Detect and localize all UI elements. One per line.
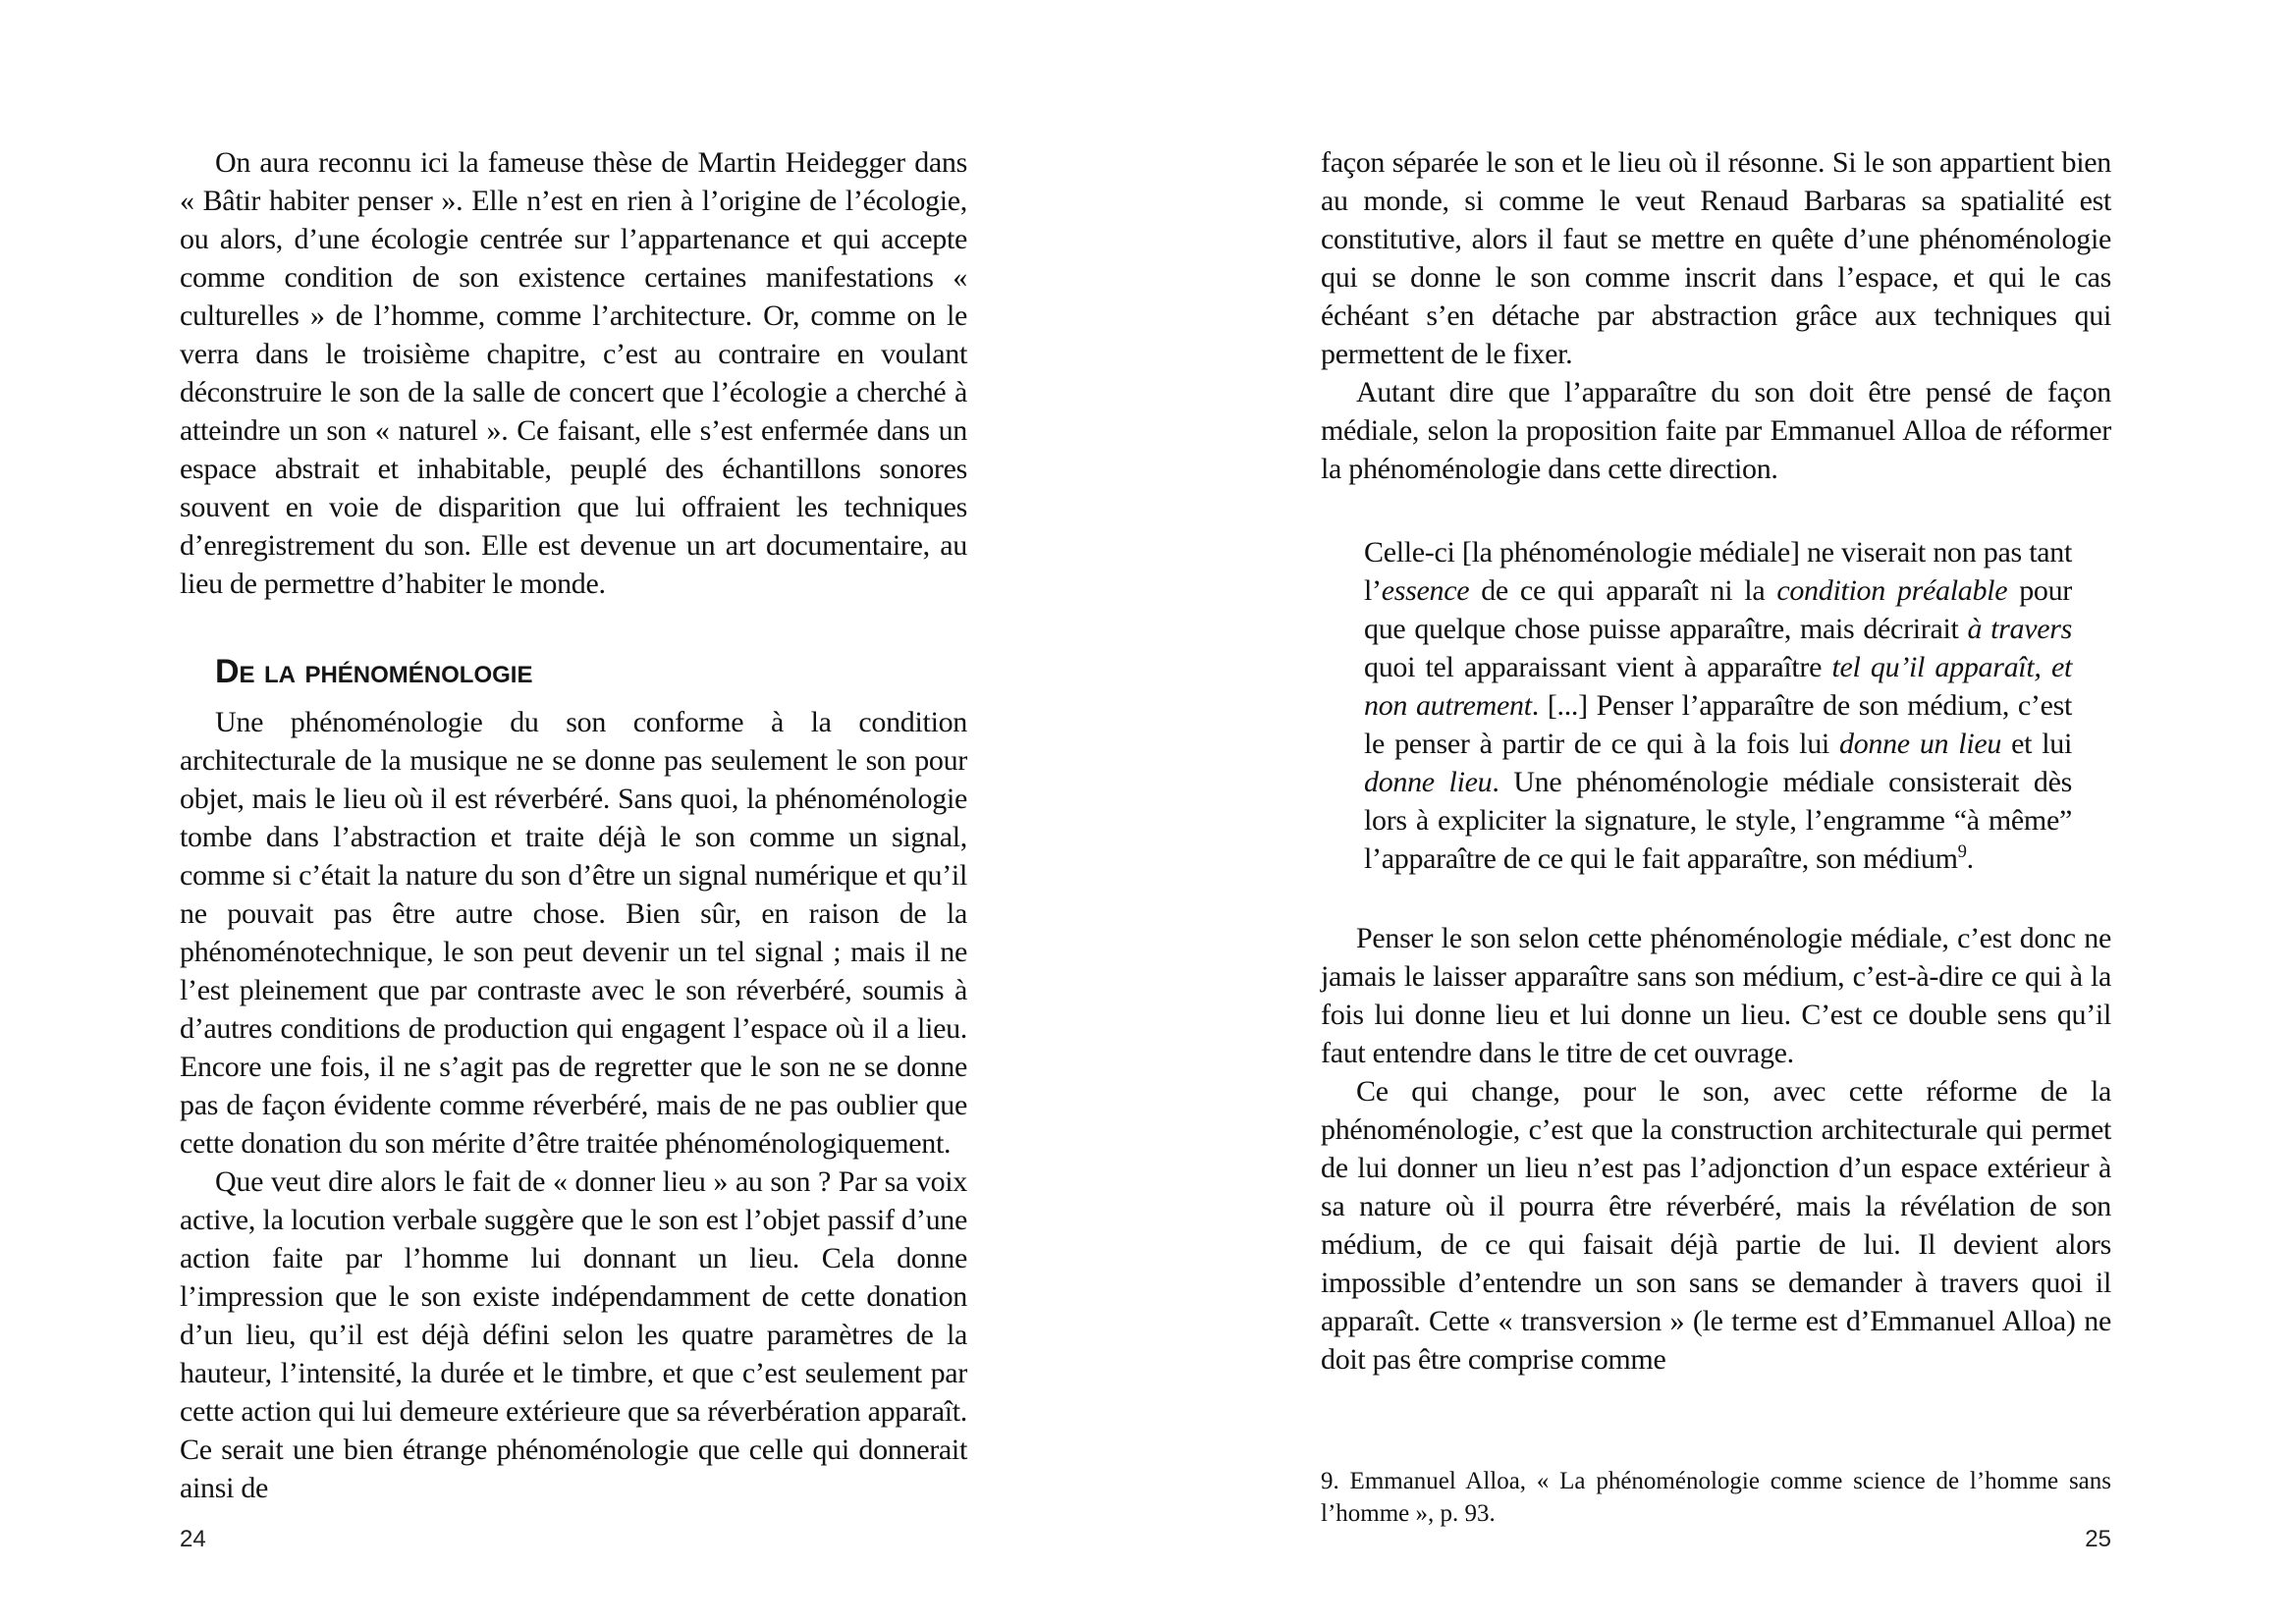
footnote: 9. Emmanuel Alloa, « La phénoménologie comme science de l’homme sans l’homme », p. 93. xyxy=(1321,1468,2111,1527)
body-paragraph: On aura reconnu ici la fameuse thèse de Martin Heidegger dans « Bâtir habiter penser ». Elle n’est en rien à l’origine de l’écologie, ou alors, d’une écologie centrée sur l’appartenance et qui accepte comme condition de son existence certaines manifestations « culturelles » de l’homme, comme l’architecture. Or, comme on le verra dans le troisième chapitre, c’est au contraire en voulant déconstruire le son de la salle de concert que l’écologie a cherché à atteindre un son « naturel ». Ce faisant, elle s’est enfermée dans un espace abstrait et inhabitable, peuplé des échantillons sonores souvent en voie de disparition que lui offraient les techniques d’enregistrement du son. Elle est devenue un art documentaire, au lieu de permettre d’habiter le monde. xyxy=(180,146,967,600)
body-paragraph: Une phénoménologie du son conforme à la condition architecturale de la musique ne se donne pas seulement le son pour objet, mais le lieu où il est réverbéré. Sans quoi, la phénoménologie tombe dans l’abstraction et traite déjà le son comme un signal, comme si c’était la nature du son d’être un signal numérique et qu’il ne pouvait pas être autre chose. Bien sûr, en raison de la phénoménotechnique, le son peut devenir un tel signal ; mais il ne l’est pleinement que par contraste avec le son réverbéré, soumis à d’autres conditions de production qui engagent l’espace où il a lieu. Encore une fois, il ne s’agit pas de regretter que le son ne se donne pas de façon évidente comme réverbéré, mais de ne pas oublier que cette donation du son mérite d’être traitée phénoménologiquement. xyxy=(180,706,967,1160)
block-quote: Celle-ci [la phénoménologie médiale] ne viserait non pas tant l’essence de ce qui apparaît ni la condition préalable pour que quelque chose puisse apparaître, mais décrirait à travers quoi tel apparaissant vient à apparaître tel qu’il apparaît, et non autrement. [...] Penser l’apparaître de son médium, c’est le penser à partir de ce qui à la fois lui donne un lieu et lui donne lieu. Une phénoménologie médiale consisterait dès lors à expliciter la signature, le style, l’engramme “à même” l’apparaître de ce qui le fait apparaître, son médium$^9$. xyxy=(1364,536,2072,875)
body-paragraph: façon séparée le son et le lieu où il résonne. Si le son appartient bien au monde, si comme le veut Renaud Barbaras sa spatialité est constitutive, alors il faut se mettre en quête d’une phénoménologie qui se donne le son comme inscrit dans l’espace, et qui le cas échéant s’en détache par abstraction grâce aux techniques qui permettent de le fixer. xyxy=(1321,146,2111,370)
section-heading: De la phénoménologie xyxy=(215,653,533,690)
body-paragraph: Autant dire que l’apparaître du son doit être pensé de façon médiale, selon la proposition faite par Emmanuel Alloa de réformer la phénoménologie dans cette direction. xyxy=(1321,376,2111,485)
page-number-right: 25 xyxy=(2085,1526,2111,1552)
body-paragraph: Ce qui change, pour le son, avec cette réforme de la phénoménologie, c’est que la construction architecturale qui permet de lui donner un lieu n’est pas l’adjonction d’un espace extérieur à sa nature où il pourra être réverbéré, mais la révélation de son médium, de ce qui faisait déjà partie de lui. Il devient alors impossible d’entendre un son sans se demander à travers quoi il apparaît. Cette « transversion » (le terme est d’Emmanuel Alloa) ne doit pas être comprise comme xyxy=(1321,1075,2111,1376)
right-page xyxy=(1321,143,2111,1530)
body-paragraph: Que veut dire alors le fait de « donner lieu » au son ? Par sa voix active, la locution verbale suggère que le son est l’objet passif d’une action faite par l’homme lui donnant un lieu. Cela donne l’impression que le son existe indépendamment de cette donation d’un lieu, qu’il est déjà défini selon les quatre paramètres de la hauteur, l’intensité, la durée et le timbre, et que c’est seulement par cette action qui lui demeure extérieure que sa réverbération apparaît. Ce serait une bien étrange phénoménologie que celle qui donnerait ainsi de xyxy=(180,1165,967,1504)
body-paragraph: Penser le son selon cette phénoménologie médiale, c’est donc ne jamais le laisser apparaître sans son médium, c’est-à-dire ce qui à la fois lui donne lieu et lui donne un lieu. C’est ce double sens qu’il faut entendre dans le titre de cet ouvrage. xyxy=(1321,922,2111,1069)
page-number-left: 24 xyxy=(180,1526,206,1552)
left-page xyxy=(180,143,967,1507)
